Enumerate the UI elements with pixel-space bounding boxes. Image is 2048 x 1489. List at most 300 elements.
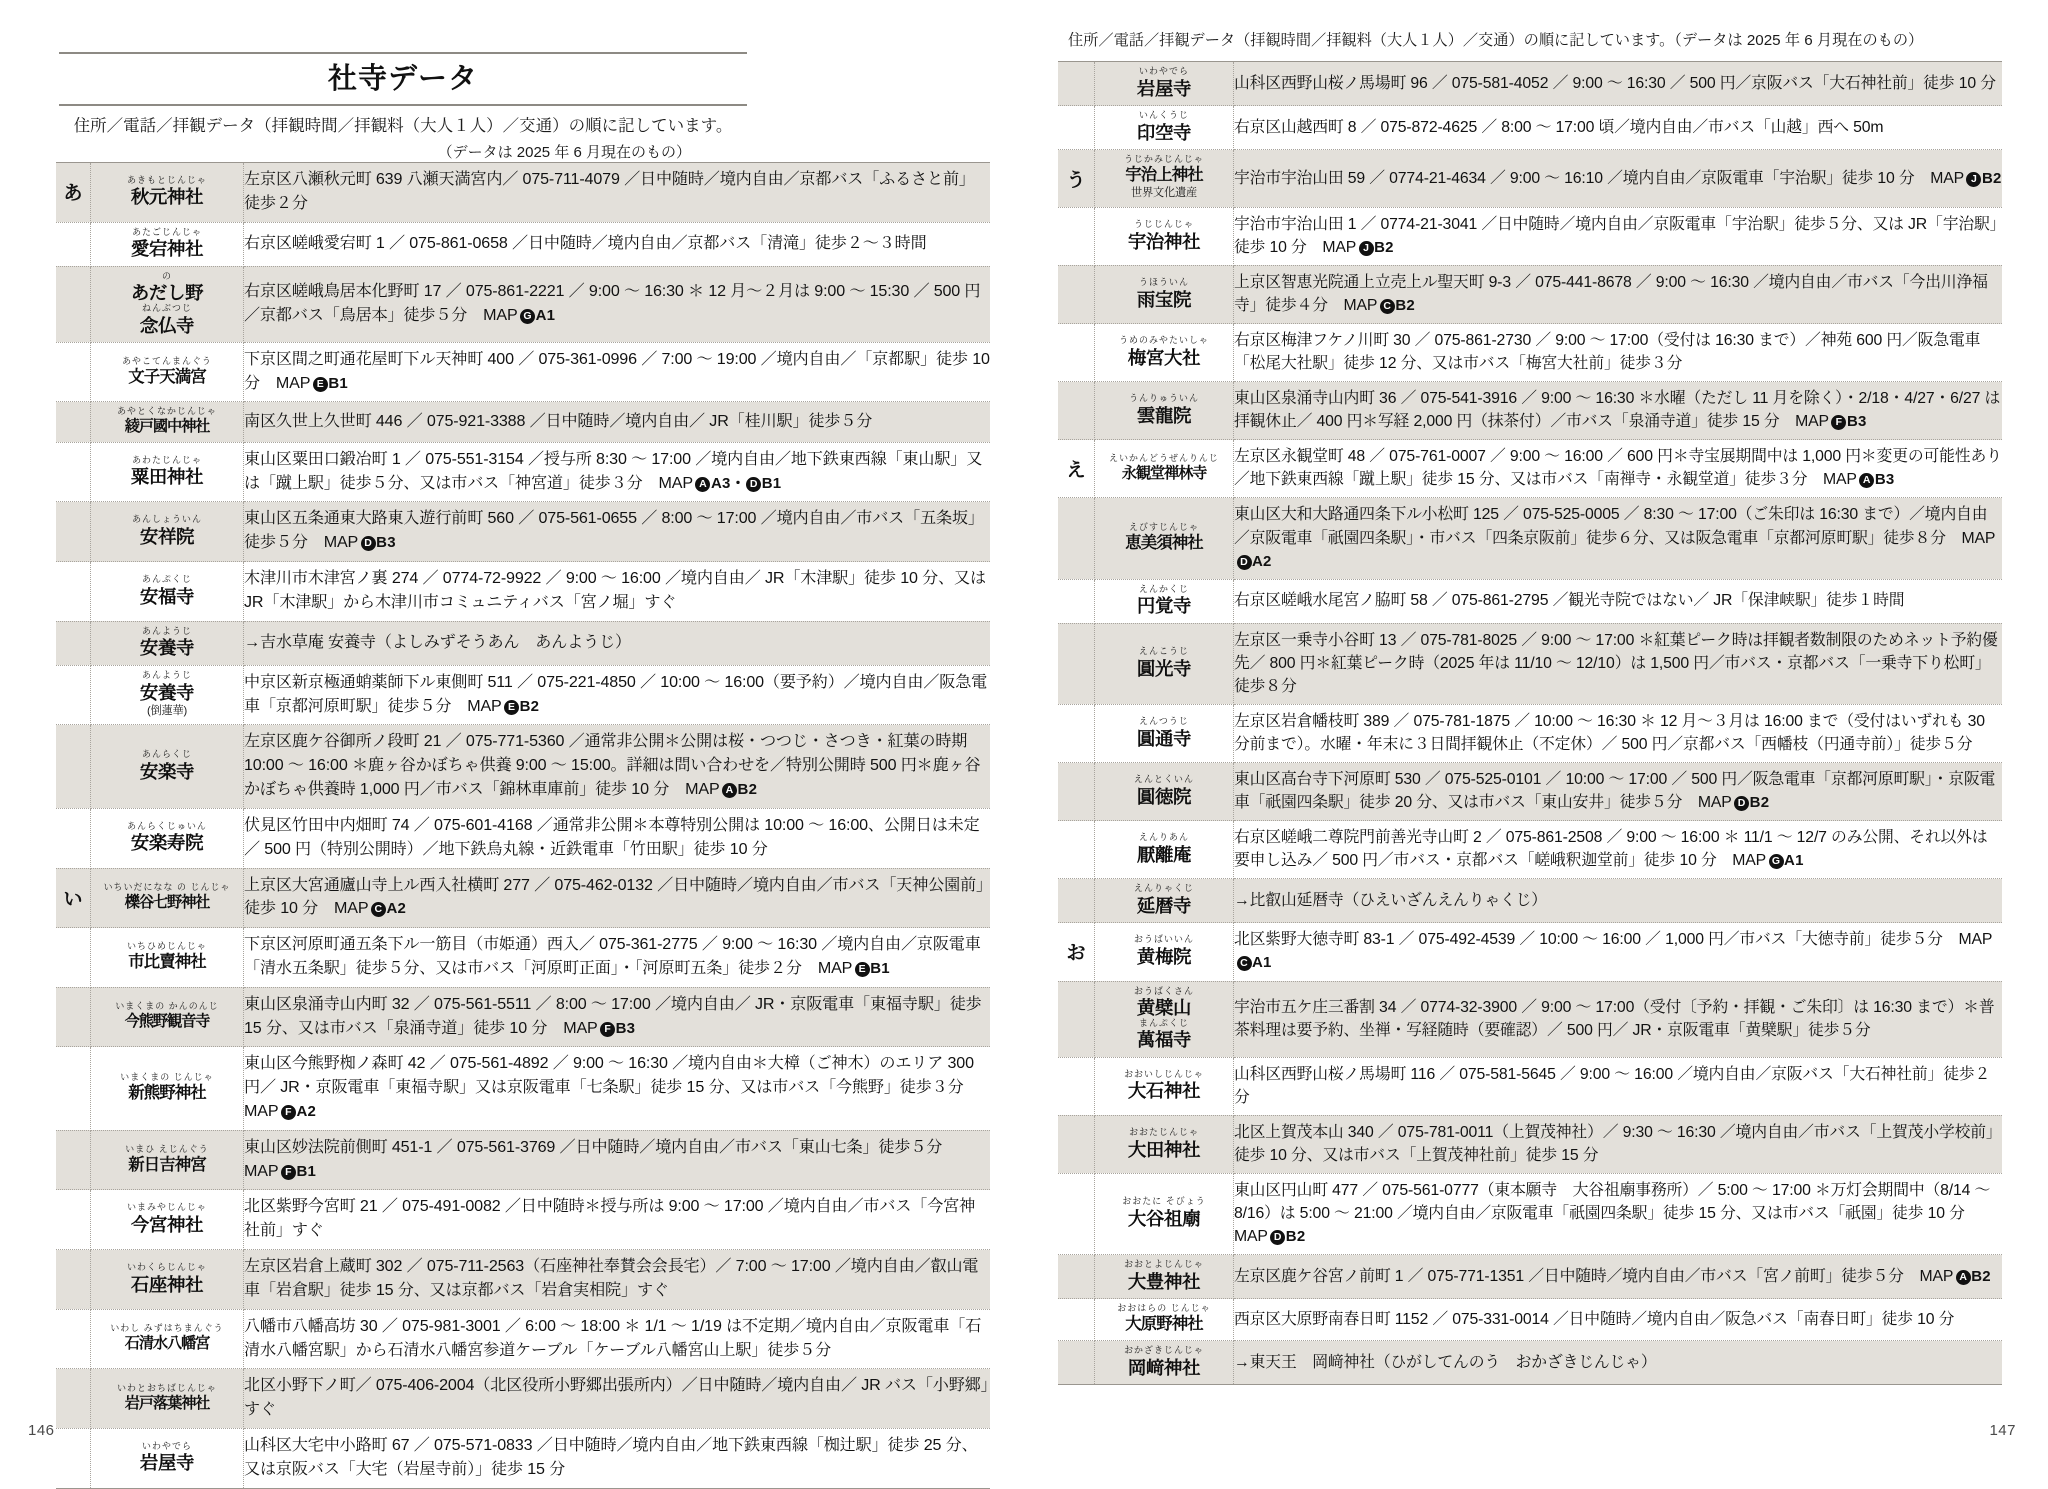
shrine-name-kanji: 安楽寺 (139, 760, 195, 782)
shrine-details-cell (244, 621, 991, 665)
kana-index-cell (56, 665, 91, 725)
table-row (1058, 879, 2002, 923)
shrine-name-kanji: 安養寺 (139, 681, 195, 703)
kana-index-cell (1058, 207, 1095, 265)
shrine-details-cell (1234, 382, 2003, 440)
table-row (56, 868, 990, 928)
shrine-name-kanji: 黄梅院 (1136, 946, 1192, 968)
kana-index-cell (1058, 1299, 1095, 1341)
shrine-name-ruby: あんぷくじ (142, 573, 192, 584)
shrine-name-block (91, 1324, 243, 1352)
shrine-name-kanji: 圓光寺 (1136, 658, 1192, 680)
shrine-name-ruby: えんつうじ (1139, 715, 1189, 726)
table-row (1058, 981, 2002, 1057)
entry-text: →東天王 岡﨑神社（ひがしてんのう おかざきじんじゃ） (1234, 1353, 1657, 1371)
shrine-name-kanji: 大田神社 (1127, 1138, 1201, 1160)
entry-text: 八幡市八幡高坊 30 ／ 075-981-3001 ／ 6:00 〜 18:00 ＊ 1/1 〜 1/19 は不定期／境内自由／京阪電車「石清水八幡宮駅」から石清水八幡宮参道ケーブル「ケーブル八幡宮山上駅」徒歩５分 (244, 1316, 982, 1359)
shrine-name-block (1095, 1346, 1233, 1378)
kana-index-cell (56, 1190, 91, 1250)
shrine-name-cell (91, 342, 244, 402)
shrine-name-ruby: えんとくいん (1134, 774, 1194, 785)
kana-index-cell (1058, 265, 1095, 323)
table-row (1058, 923, 2002, 981)
shrine-name-ruby: あたごじんじゃ (132, 226, 202, 237)
map-reference-badge: E B2 (504, 698, 540, 715)
shrine-name-cell (91, 928, 244, 988)
shrine-name-cell (1095, 62, 1234, 106)
shrine-name-kanji: 岩屋寺 (139, 1452, 195, 1474)
shrine-details-cell (244, 562, 991, 622)
shrine-name-cell (91, 562, 244, 622)
shrine-name-cell (1095, 498, 1234, 579)
shrine-name-cell (1095, 106, 1234, 150)
shrine-name-cell (91, 1309, 244, 1369)
kana-index-cell (1058, 879, 1095, 923)
shrine-name-kanji: 円覚寺 (1136, 595, 1192, 617)
entry-text: 左京区八瀬秋元町 639 八瀬天満宮内／ 075-711-4079 ／日中随時／境内自由／京都バス「ふるさと前」徒歩２分 (244, 169, 975, 212)
shrine-name-block (1095, 1128, 1233, 1160)
shrine-name-kanji: 粟田神社 (130, 466, 204, 488)
kana-index-cell: う (1058, 150, 1095, 207)
shrine-details-cell (244, 1428, 991, 1488)
shrine-name-cell (1095, 150, 1234, 207)
shrine-name-cell (1095, 879, 1234, 923)
shrine-name-block (91, 671, 243, 719)
shrine-name-cell (1095, 763, 1234, 821)
shrine-details-cell (244, 222, 991, 266)
shrine-details-cell (1234, 821, 2003, 879)
shrine-name-block (1095, 775, 1233, 807)
kana-index-cell (56, 808, 91, 868)
kana-index-cell (56, 1250, 91, 1310)
kana-index-cell (56, 621, 91, 665)
table-row (56, 1190, 990, 1250)
shrine-name-ruby: おおいしじんじゃ (1124, 1068, 1204, 1079)
shrine-name-ruby: えんりゃくじ (1134, 883, 1194, 894)
map-area-icon: A (1956, 1270, 1971, 1285)
shrine-name-kanji: 今宮神社 (130, 1213, 204, 1235)
kana-index-cell (56, 502, 91, 562)
shrine-name-block (91, 1145, 243, 1175)
shrine-name-ruby: おうばくさん (1134, 985, 1194, 996)
map-area-icon: E (313, 377, 328, 392)
shrine-name-block (91, 228, 243, 260)
shrine-name-block (91, 1203, 243, 1235)
entry-text: 右京区嵯峨鳥居本化野町 17 ／ 075-861-2221 ／ 9:00 〜 16:30 ＊ 12 月〜２月は 9:00 〜 15:30 ／ 500 円／京都バス「鳥居本」徒歩５分 MAP (244, 281, 981, 324)
kana-index-cell (56, 562, 91, 622)
table-row (1058, 106, 2002, 150)
entry-text: 左京区鹿ケ谷宮ノ前町 1 ／ 075-771-1351 ／日中随時／境内自由／市バス「宮ノ前町」徒歩５分 MAP (1234, 1267, 1954, 1285)
table-row (56, 725, 990, 808)
shrine-name-cell (91, 1190, 244, 1250)
entry-text: 上京区大宮通廬山寺上ル西入社横町 277 ／ 075-462-0132 ／日中随時／境内自由／市バス「天神公園前」徒歩 10 分 MAP (244, 875, 984, 918)
kana-index-cell (1058, 324, 1095, 382)
shrine-name-cell (91, 987, 244, 1047)
shrine-name-cell (1095, 1299, 1234, 1341)
map-reference-badge: G A1 (520, 307, 556, 324)
shrine-name-ruby: いまくまの じんじゃ (120, 1072, 214, 1083)
shrine-name-block (91, 1263, 243, 1295)
shrine-details-cell (244, 1309, 991, 1369)
shrine-details-cell (1234, 324, 2003, 382)
shrine-name-subtag: 世界文化遺産 (1131, 187, 1197, 200)
entry-text: 東山区妙法院前側町 451-1 ／ 075-561-3769 ／日中随時／境内自由／市バス「東山七条」徒歩５分 MAP (244, 1137, 959, 1180)
entry-text: 北区紫野今宮町 21 ／ 075-491-0082 ／日中随時＊授与所は 9:00 〜 17:00 ／境内自由／市バス「今宮神社前」すぐ (244, 1197, 976, 1240)
shrine-name-block (91, 456, 243, 488)
entry-text: 東山区今熊野椥ノ森町 42 ／ 075-561-4892 ／ 9:00 〜 16:30 ／境内自由＊大樟（ご神木）のエリア 300 円／ JR・京阪電車「東福寺駅」又は京阪電車「七条駅」徒歩 15 分、又は市バス「今熊野」徒歩３分 MAP (244, 1054, 980, 1121)
shrine-name-kanji: 大原野神社 (1125, 1314, 1203, 1333)
shrine-details-cell (1234, 1299, 2003, 1341)
shrine-name-block (1095, 1070, 1233, 1102)
shrine-name-block (1095, 647, 1233, 679)
shrine-name-kanji: 秋元神社 (130, 186, 204, 208)
map-reference-badge: D B3 (360, 534, 396, 551)
shrine-name-cell (91, 621, 244, 665)
shrine-name-block (91, 357, 243, 387)
shrine-name-kanji: 今熊野観音寺 (124, 1013, 210, 1031)
shrine-details-cell (244, 868, 991, 928)
entry-text: 右京区嵯峨二尊院門前善光寺山町 2 ／ 075-861-2508 ／ 9:00 〜 16:00 ＊ 11/1 〜 12/7 のみ公開、それ以外は要申し込み／ 500 円／市バス・京都バス「嵯峨釈迦堂前」徒歩 10 分 MAP (1234, 829, 1988, 870)
page-146 (0, 0, 1024, 1478)
shrine-details-cell (1234, 62, 2003, 106)
table-row (56, 928, 990, 988)
entry-text: 中京区新京極通蛸薬師下ル東側町 511 ／ 075-221-4850 ／ 10:00 〜 16:00（要予約）／境内自由／阪急電車「京都河原町駅」徒歩５分 MAP (244, 672, 988, 715)
shrine-details-cell (1234, 1115, 2003, 1173)
shrine-name-kanji: 厭離庵 (1136, 843, 1192, 865)
shrine-name-ruby: あわたじんじゃ (132, 454, 202, 465)
kana-index-cell (1058, 821, 1095, 879)
shrine-name-kanji: 印空寺 (1136, 122, 1192, 144)
shrine-name-block (1095, 523, 1233, 553)
map-reference-badge: G A1 (1768, 852, 1804, 869)
shrine-name-cell (91, 402, 244, 442)
table-row (56, 1309, 990, 1369)
shrine-name-ruby: いんくうじ (1139, 110, 1189, 121)
shrine-name-cell (1095, 981, 1234, 1057)
shrine-details-cell (1234, 498, 2003, 579)
entry-text: 東山区粟田口鍛冶町 1 ／ 075-551-3154 ／授与所 8:30 〜 17:00 ／境内自由／地下鉄東西線「東山駅」又は「蹴上駅」徒歩５分、又は市バス「神宮道」徒歩３分 MAP (244, 449, 983, 492)
table-row (1058, 763, 2002, 821)
shrine-name-ruby: おおとよじんじゃ (1124, 1259, 1204, 1270)
shrine-name-kanji: 石清水八幡宮 (124, 1335, 210, 1353)
shrine-details-cell (244, 928, 991, 988)
map-reference-badge: E B1 (312, 375, 348, 392)
shrine-name-ruby: いちひめじんじゃ (127, 941, 207, 952)
shrine-name-kanji: 延暦寺 (1136, 895, 1192, 917)
map-reference-badge: C A1 (1236, 954, 1272, 971)
shrine-name-kanji: 黄檗山 (1136, 997, 1192, 1019)
kana-index-cell (56, 266, 91, 342)
table-row (1058, 382, 2002, 440)
shrine-name-ruby: いまひ えじんぐう (125, 1143, 209, 1154)
shrine-name-ruby: おおたに そびょう (1122, 1196, 1206, 1207)
shrine-name-kanji: 安養寺 (139, 637, 195, 659)
shrine-details-cell (1234, 150, 2003, 207)
shrine-name-ruby: えいかんどうぜんりんじ (1109, 453, 1219, 464)
table-row (1058, 265, 2002, 323)
shrine-name-cell (1095, 1341, 1234, 1385)
shrine-name-block (1095, 717, 1233, 749)
shrine-name-subtag: (倒蓮華) (146, 704, 187, 717)
map-area-icon: A (1859, 473, 1874, 488)
shrine-details-cell (1234, 923, 2003, 981)
shrine-name-block (91, 407, 243, 435)
shrine-name-block (91, 272, 243, 336)
shrine-name-ruby: いわし みずはちまんぐう (110, 1323, 224, 1334)
shrine-name-ruby-2: まんぷくじ (1139, 1017, 1189, 1028)
table-row (1058, 704, 2002, 762)
table-row (1058, 623, 2002, 704)
shrine-name-cell (91, 808, 244, 868)
shrine-name-cell (1095, 1115, 1234, 1173)
map-reference-badge: F A2 (280, 1103, 316, 1120)
entry-text: 東山区大和大路通四条下ル小松町 125 ／ 075-525-0005 ／ 8:30 〜 17:00（ご朱印は 16:30 まで）／境内自由／京阪電車「祇園四条駅」・市バス「四条京阪前」徒歩６分、又は阪急電車「京都河原町駅」徒歩８分 MAP (1234, 506, 1996, 547)
map-area-icon: D (1237, 555, 1252, 570)
entry-text: 南区久世上久世町 446 ／ 075-921-3388 ／日中随時／境内自由／ JR「桂川駅」徒歩５分 (244, 411, 873, 430)
entry-text: 北区上賀茂本山 340 ／ 075-781-0011（上賀茂神社）／ 9:30 〜 16:30 ／境内自由／市バス「上賀茂小学校前」徒歩 10 分、又は市バス「上賀茂神社前」徒歩 15 分 (1234, 1123, 2002, 1164)
shrine-name-block (1095, 454, 1233, 482)
shrine-name-kanji: 安福寺 (139, 585, 195, 607)
map-reference-badge: C B2 (1379, 297, 1415, 314)
shrine-name-cell (1095, 821, 1234, 879)
table-row (1058, 498, 2002, 579)
shrine-name-block (1095, 111, 1233, 143)
shrine-name-kanji: 雲龍院 (1136, 404, 1192, 426)
map-reference-badge: J B2 (1358, 239, 1394, 256)
map-area-icon: C (371, 902, 386, 917)
shrine-name-block (1095, 336, 1233, 368)
kana-index-cell (1058, 62, 1095, 106)
kana-index-cell (56, 1309, 91, 1369)
shrine-name-cell (1095, 382, 1234, 440)
entry-text: 左京区永観堂町 48 ／ 075-761-0007 ／ 9:00 〜 16:00 ／ 600 円＊寺宝展期間中は 1,000 円＊変更の可能性あり／地下鉄東西線「蹴上駅」徒歩 15 分、又は市バス「南禅寺・永観堂道」徒歩３分 MAP (1234, 448, 2002, 489)
shrine-details-cell (1234, 1255, 2003, 1299)
shrine-details-cell (244, 442, 991, 502)
page-title: 社寺データ (327, 63, 478, 95)
shrine-details-cell (244, 987, 991, 1047)
kana-index-cell (56, 222, 91, 266)
shrine-name-kanji: 岡﨑神社 (1127, 1356, 1201, 1378)
table-row (1058, 579, 2002, 623)
map-reference-badge: E B1 (854, 960, 890, 977)
shrine-name-kanji: 大谷祖廟 (1127, 1208, 1201, 1230)
shrine-name-ruby: えんりあん (1139, 832, 1189, 843)
shrine-name-cell (91, 665, 244, 725)
shrine-name-ruby: うめのみやたいしゃ (1119, 335, 1209, 346)
shrine-name-kanji: 文子天満宮 (128, 367, 206, 386)
kana-index-cell (56, 725, 91, 808)
shrine-name-kanji: 岩屋寺 (1136, 78, 1192, 100)
map-area-icon: G (520, 309, 535, 324)
shrine-name-ruby: あんようじ (142, 625, 192, 636)
shrine-details-cell (244, 808, 991, 868)
shrine-name-cell (91, 1369, 244, 1429)
shrine-name-cell (91, 725, 244, 808)
shrine-name-ruby: いまみやじんじゃ (127, 1202, 207, 1213)
kana-index-cell (1058, 498, 1095, 579)
shrine-name-block (91, 750, 243, 782)
map-reference-badge: D A2 (1236, 553, 1272, 570)
shrine-name-block (91, 942, 243, 972)
shrine-name-cell (1095, 1255, 1234, 1299)
shrine-name-block (1095, 1260, 1233, 1292)
map-reference-badge: D B2 (1270, 1228, 1306, 1245)
shrine-name-cell (1095, 1057, 1234, 1115)
table-row (56, 442, 990, 502)
map-area-icon: D (746, 477, 761, 492)
table-row (1058, 1115, 2002, 1173)
kana-index-cell (1058, 1057, 1095, 1115)
shrine-name-kanji: 綾戸國中神社 (124, 418, 210, 436)
map-area-icon: F (1831, 415, 1846, 430)
shrine-name-block (91, 1002, 243, 1030)
map-reference-badge: A B3 (1859, 471, 1895, 488)
shrine-name-ruby: いわとおちばじんじゃ (117, 1382, 217, 1393)
map-area-icon: A (722, 783, 737, 798)
kana-index-cell (1058, 1255, 1095, 1299)
shrine-name-ruby: えんかくじ (1139, 583, 1189, 594)
right-page-note: 住所／電話／拝観データ（拝観時間／拝観料（大人１人）／交通）の順に記しています。（データは 2025 年 6 月現在のもの） (1068, 32, 1924, 49)
table-row (1058, 1299, 2002, 1341)
shrine-name-kanji: 圓徳院 (1136, 785, 1192, 807)
table-row (1058, 1255, 2002, 1299)
entry-text: 右京区嵯峨水尾宮ノ脇町 58 ／ 075-861-2795 ／観光寺院ではない／ JR「保津峡駅」徒歩１時間 (1234, 592, 1905, 610)
entry-text: 山科区西野山桜ノ馬場町 96 ／ 075-581-4052 ／ 9:00 〜 16:30 ／ 500 円／京阪バス「大石神社前」徒歩 10 分 (1234, 74, 1996, 92)
map-reference-badge: A B2 (722, 781, 758, 798)
shrine-name-kanji: 大豊神社 (1127, 1270, 1201, 1292)
entry-text: →吉水草庵 安養寺（よしみずそうあん あんようじ） (244, 632, 631, 651)
entry-text: 宇治市宇治山田 1 ／ 0774-21-3041 ／日中随時／境内自由／京阪電車「宇治駅」徒歩５分、又は JR「宇治駅」徒歩 10 分 MAP (1234, 215, 1998, 256)
shrine-details-cell (244, 502, 991, 562)
shrine-name-block (1095, 935, 1233, 967)
entry-text: 北区紫野大徳寺町 83-1 ／ 075-492-4539 ／ 10:00 〜 16:00 ／ 1,000 円／市バス「大徳寺前」徒歩５分 MAP (1234, 931, 1993, 949)
shrine-name-ruby: うんりゅういん (1129, 393, 1199, 404)
table-row (1058, 1173, 2002, 1254)
entry-text: 左京区岩倉幡枝町 389 ／ 075-781-1875 ／ 10:00 〜 16:30 ＊ 12 月〜３月は 16:00 まで（受付はいずれも 30 分前まで）。水曜・年末に３日間拝観休止（不定休）／ 500 円／京都バス「西幡枝（円通寺前）」徒歩５分 (1234, 712, 1985, 753)
entry-text: 宇治市宇治山田 59 ／ 0774-21-4634 ／ 9:00 〜 16:10 ／境内自由／京阪電車「宇治駅」徒歩 10 分 MAP (1234, 169, 1964, 187)
shrine-details-cell (1234, 1341, 2003, 1385)
shrine-name-ruby: いわやでら (142, 1440, 192, 1451)
entry-text: 木津川市木津宮ノ裏 274 ／ 0774-72-9922 ／ 9:00 〜 16:00 ／境内自由／ JR「木津駅」徒歩 10 分、又は JR「木津駅」から木津川市コミュニティバス「宮ノ堀」すぐ (244, 569, 986, 611)
shrine-name-block (1095, 394, 1233, 426)
shrine-name-cell (91, 1428, 244, 1488)
shrine-name-cell (91, 162, 244, 222)
entry-text: 下京区河原町通五条下ル一筋目（市姫通）西入／ 075-361-2775 ／ 9:00 〜 16:30 ／境内自由／京阪電車「清水五条駅」徒歩５分、又は市バス「河原町正面」・「河原町五条」徒歩２分 MAP (244, 935, 981, 977)
shrine-name-cell (91, 1130, 244, 1190)
entry-text: 下京区間之町通花屋町下ル天神町 400 ／ 075-361-0996 ／ 7:00 〜 19:00 ／境内自由／「京都駅」徒歩 10 分 MAP (244, 349, 990, 392)
map-reference-badge: F B3 (1831, 413, 1867, 430)
shrine-name-kanji: 愛宕神社 (130, 238, 204, 260)
shrine-name-kanji: 岩戸落葉神社 (124, 1394, 210, 1412)
map-reference-badge: D B2 (1734, 794, 1770, 811)
shrine-name-kanji: 雨宝院 (1136, 288, 1192, 310)
kana-index-cell (56, 342, 91, 402)
shrine-name-ruby: あやこてんまんぐう (122, 355, 212, 366)
page-147 (1024, 0, 2048, 1457)
shrine-name-ruby: あんらくじゅいん (127, 820, 207, 831)
shrine-details-cell (1234, 1057, 2003, 1115)
shrine-name-block (1095, 987, 1233, 1051)
entry-text: 左京区一乗寺小谷町 13 ／ 075-781-8025 ／ 9:00 〜 17:00 ＊紅葉ピーク時は拝観者数制限のためネット予約優先／ 800 円＊紅葉ピーク時（2025 年は 11/10 〜 12/10）は 1,500 円／市バス・京都バス「一乗寺下り松町」徒歩８分 (1234, 631, 1998, 695)
shrine-details-cell (244, 1047, 991, 1130)
shrine-details-cell (1234, 440, 2003, 498)
table-row (56, 266, 990, 342)
map-area-icon: E (504, 700, 519, 715)
shrine-name-cell (91, 1047, 244, 1130)
kana-index-cell: い (56, 868, 91, 928)
shrine-details-cell (1234, 623, 2003, 704)
kana-index-cell (56, 928, 91, 988)
shrine-name-ruby: おおたじんじゃ (1129, 1126, 1199, 1137)
map-reference-badge: J B2 (1966, 170, 2002, 187)
kana-index-cell (1058, 1115, 1095, 1173)
shrine-name-ruby-2: ねんぶつじ (142, 302, 192, 313)
shrine-name-kanji: 新熊野神社 (128, 1083, 206, 1102)
kana-index-cell (56, 1130, 91, 1190)
shrine-name-kanji: 宇治上神社 (1125, 166, 1203, 185)
shrine-details-cell (1234, 106, 2003, 150)
shrine-name-cell (1095, 440, 1234, 498)
shrine-details-cell (244, 266, 991, 342)
entry-text: 東山区泉涌寺山内町 32 ／ 075-561-5511 ／ 8:00 〜 17:00 ／境内自由／ JR・京阪電車「東福寺駅」徒歩 15 分、又は市バス「泉涌寺道」徒歩 10 分 MAP (244, 994, 982, 1037)
table-row (56, 987, 990, 1047)
table-row (56, 562, 990, 622)
shrine-name-kanji: あだし野 (130, 282, 204, 304)
folio-147: 147 (1989, 1422, 2016, 1439)
shrine-name-kanji: 宇治神社 (1127, 230, 1201, 252)
kana-index-cell (1058, 704, 1095, 762)
shrine-name-block (91, 1384, 243, 1412)
shrine-name-cell (1095, 265, 1234, 323)
shrine-name-ruby: あきもとじんじゃ (127, 174, 207, 185)
entry-text: 右京区嵯峨愛宕町 1 ／ 075-861-0658 ／日中随時／境内自由／京都バス「清滝」徒歩２〜３時間 (244, 233, 927, 252)
shrine-name-block (1095, 1304, 1233, 1334)
kana-index-cell (56, 1428, 91, 1488)
kana-index-cell (1058, 579, 1095, 623)
table-row (1058, 207, 2002, 265)
entry-text: 左京区鹿ケ谷御所ノ段町 21 ／ 075-771-5360 ／通常非公開＊公開は桜・つつじ・さつき・紅葉の時期 10:00 〜 16:00 ＊鹿ヶ谷かぼちゃ供養 9:00 〜 15:00。詳細は問い合わせを／特別公開時 500 円＊鹿ヶ谷かぼちゃ供養時 1,000 円／市バス「錦林車庫前」徒歩 10 分 MAP (244, 732, 981, 799)
table-row (1058, 62, 2002, 106)
map-area-icon: D (1270, 1230, 1285, 1245)
shrine-name-cell (91, 1250, 244, 1310)
shrine-details-cell (1234, 763, 2003, 821)
map-reference-badge: F B1 (280, 1163, 316, 1180)
shrine-name-ruby: おかざきじんじゃ (1124, 1345, 1204, 1355)
shrine-name-cell (91, 266, 244, 342)
shrine-name-block (1095, 278, 1233, 310)
shrine-details-cell (244, 725, 991, 808)
table-row (1058, 150, 2002, 207)
shrine-name-ruby: うじじんじゃ (1134, 218, 1194, 229)
shrine-name-ruby: えんこうじ (1139, 646, 1189, 657)
shrine-name-block (1095, 884, 1233, 916)
shrine-name-ruby: あんしょういん (132, 514, 202, 525)
shrine-name-kanji: 恵美須神社 (1125, 533, 1203, 552)
entry-text: 東山区高台寺下河原町 530 ／ 075-525-0101 ／ 10:00 〜 17:00 ／ 500 円／阪急電車「京都河原町駅」・京阪電車「祇園四条駅」徒歩 20 分、又は市バス「東山安井」徒歩５分 MAP (1234, 771, 1996, 812)
entry-text: →比叡山延暦寺（ひえいざんえんりゃくじ） (1234, 891, 1547, 909)
shrine-name-block (1095, 833, 1233, 865)
table-row (56, 1047, 990, 1130)
shrine-name-cell (91, 222, 244, 266)
map-reference-badge: A A3・ D B1 (695, 475, 781, 492)
map-area-icon: F (281, 1165, 296, 1180)
table-row (56, 665, 990, 725)
shrine-name-kanji: 梅宮大社 (1127, 346, 1201, 368)
shrine-details-cell (244, 402, 991, 442)
shrine-details-cell (244, 162, 991, 222)
shrine-name-block (1095, 155, 1233, 200)
kana-index-cell (56, 442, 91, 502)
